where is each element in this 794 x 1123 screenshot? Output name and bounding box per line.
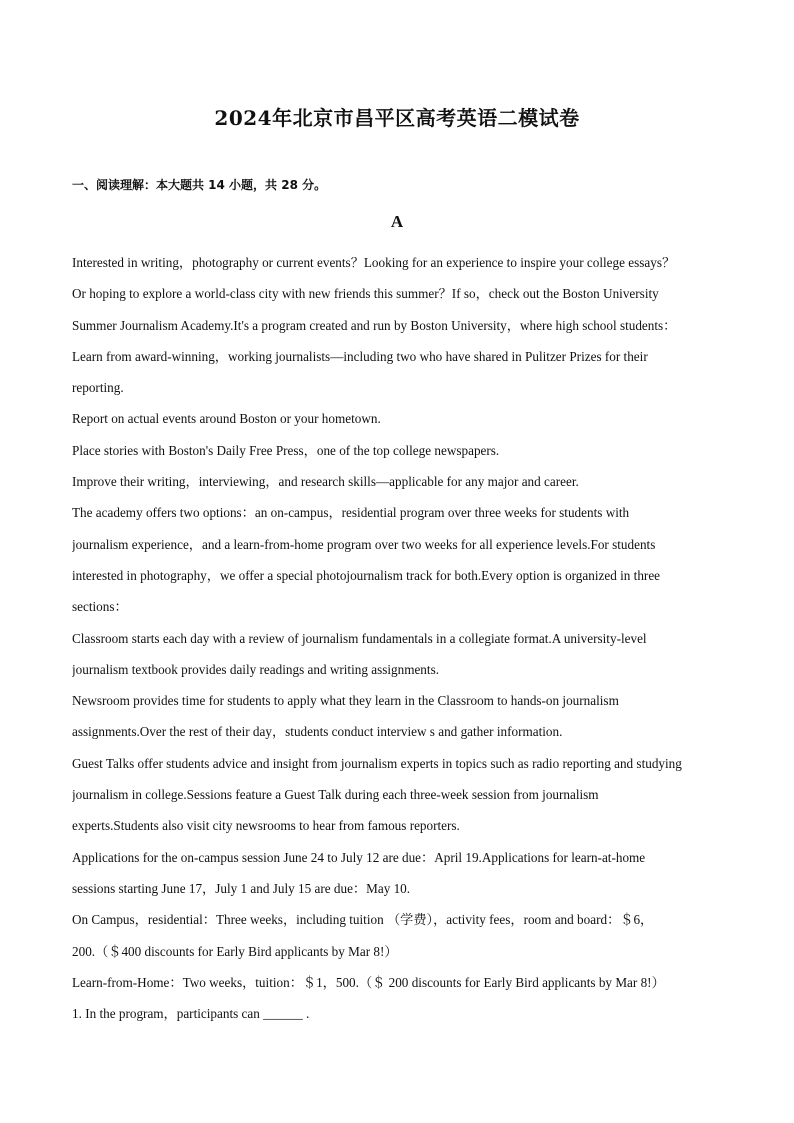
passage-line: Summer Journalism Academy.It's a program created and run by Boston University，where high school students： bbox=[72, 317, 677, 333]
passage-line: reporting. bbox=[72, 380, 124, 396]
passage-line: Applications for the on-campus session June 24 to July 12 are due：April 19.Applications for learn-at-home bbox=[72, 849, 646, 865]
passage-line: The academy offers two options：an on-campus，residential program over three weeks for students with bbox=[72, 505, 630, 521]
section-heading: 一、阅读理解：本大题共 14 小题，共 28 分。 bbox=[72, 178, 327, 192]
passage-body bbox=[72, 247, 732, 1029]
passage-line: Learn-from-Home：Two weeks，tuition：＄1，500.（＄ 200 discounts for Early Bird applicants by Mar 8!） bbox=[72, 974, 665, 990]
document-title: 2024年北京市昌平区高考英语二模试卷 bbox=[214, 106, 580, 130]
passage-line: journalism textbook provides daily readings and writing assignments. bbox=[72, 661, 439, 677]
passage-line: sections： bbox=[72, 599, 128, 615]
passage-line: Newsroom provides time for students to apply what they learn in the Classroom to hands-on journalism bbox=[72, 693, 619, 709]
passage-line: interested in photography，we offer a special photojournalism track for both.Every option is organized in three bbox=[72, 567, 661, 583]
passage-line: 1. In the program，participants can ______ . bbox=[72, 1006, 310, 1022]
passage-line: Guest Talks offer students advice and insight from journalism experts in topics such as radio reporting and studying bbox=[72, 755, 682, 771]
passage-line: Report on actual events around Boston or your hometown. bbox=[72, 411, 381, 427]
passage-line: assignments.Over the rest of their day，students conduct interview s and gather information. bbox=[72, 724, 563, 740]
passage-line: Or hoping to explore a world-class city with new friends this summer？If so，check out the Boston University bbox=[72, 286, 659, 302]
passage-line: On Campus，residential：Three weeks，including tuition （学费），activity fees，room and board：＄6， bbox=[72, 912, 654, 928]
passage-line: journalism experience，and a learn-from-home program over two weeks for all experience levels.For students bbox=[72, 536, 656, 552]
passage-line: Place stories with Boston's Daily Free Press，one of the top college newspapers. bbox=[72, 442, 500, 458]
passage-line: Improve their writing，interviewing，and research skills—applicable for any major and career. bbox=[72, 474, 579, 490]
passage-line: Classroom starts each day with a review of journalism fundamentals in a collegiate format.A university-level bbox=[72, 630, 647, 646]
passage-line: Interested in writing，photography or current events？Looking for an experience to inspire your college essays？ bbox=[72, 255, 676, 270]
passage-label: A bbox=[390, 212, 404, 231]
passage-line: experts.Students also visit city newsrooms to hear from famous reporters. bbox=[72, 818, 460, 834]
passage-line: sessions starting June 17，July 1 and July 15 are due：May 10. bbox=[72, 880, 411, 896]
passage-line: 200.（＄400 discounts for Early Bird applicants by Mar 8!） bbox=[72, 943, 398, 959]
passage-line: Learn from award-winning，working journalists—including two who have shared in Pulitzer Prizes for their bbox=[72, 348, 648, 364]
passage-line: journalism in college.Sessions feature a Guest Talk during each three-week session from journalism bbox=[72, 787, 599, 803]
